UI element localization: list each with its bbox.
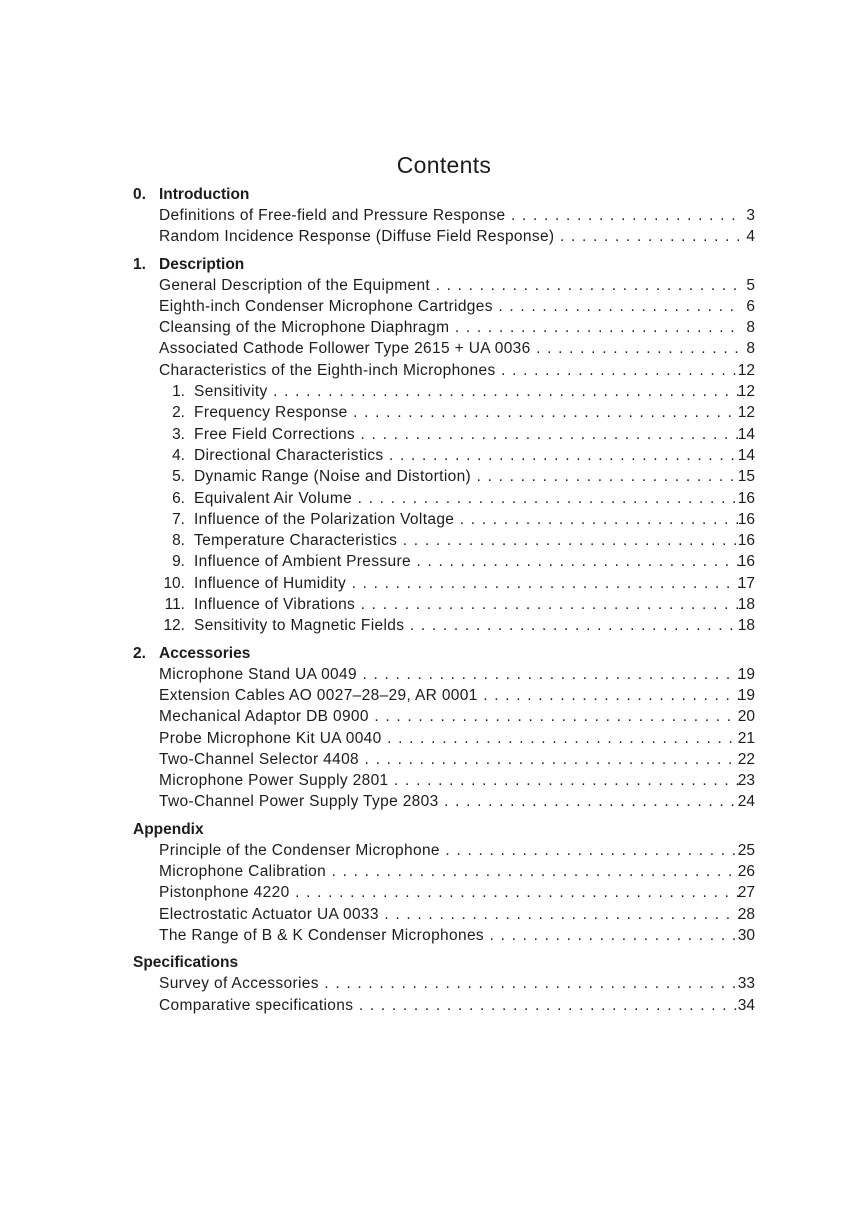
toc-entry-page: 8 xyxy=(746,319,755,337)
toc-section-accessories xyxy=(0,643,864,813)
toc-entry-label: Mechanical Adaptor DB 0900 . . . xyxy=(159,708,740,726)
section-title: Accessories xyxy=(159,644,251,662)
toc-entry-label: Survey of Accessories . . . xyxy=(159,975,740,993)
table-of-contents xyxy=(0,184,864,1016)
toc-entry-label: Two-Channel Selector 4408 . . . xyxy=(159,751,740,769)
toc-entry-page: 16 xyxy=(737,489,755,507)
toc-subentry-label: Influence of Vibrations . . . xyxy=(194,596,740,614)
toc-subentry-label: Dynamic Range (Noise and Distortion) . . . xyxy=(194,468,740,486)
toc-entry-page: 6 xyxy=(746,297,755,315)
toc-entry-page: 16 xyxy=(737,553,755,571)
toc-entry xyxy=(0,925,864,946)
section-heading xyxy=(0,643,864,664)
toc-subentry-label: Influence of Ambient Pressure . . . xyxy=(194,553,740,571)
subentry-number: 6. xyxy=(172,489,185,507)
toc-entry-label: Probe Microphone Kit UA 0040 . . . xyxy=(159,730,740,748)
toc-subentry-label: Sensitivity to Magnetic Fields . . . xyxy=(194,617,740,635)
toc-subentry xyxy=(0,594,864,615)
toc-entry-page: 16 xyxy=(737,510,755,528)
toc-entry-label: Principle of the Condenser Microphone . . . xyxy=(159,842,740,860)
section-number: 2. xyxy=(133,644,146,662)
toc-entry-label: Microphone Power Supply 2801 . . . xyxy=(159,772,740,790)
toc-subentry-label: Influence of Humidity . . . xyxy=(194,575,740,593)
section-heading xyxy=(0,254,864,275)
toc-section-appendix xyxy=(0,819,864,946)
toc-section-specifications xyxy=(0,952,864,1016)
toc-entry-page: 16 xyxy=(737,532,755,550)
toc-subentry xyxy=(0,551,864,572)
toc-entry xyxy=(0,882,864,903)
toc-entry xyxy=(0,338,864,359)
toc-entry xyxy=(0,749,864,770)
toc-entry-page: 34 xyxy=(737,996,755,1014)
toc-subentry xyxy=(0,573,864,594)
toc-entry-page: 15 xyxy=(737,468,755,486)
toc-subentry-label: Influence of the Polarization Voltage . . . xyxy=(194,511,740,529)
toc-entry-page: 12 xyxy=(737,361,755,379)
toc-subentry-label: Directional Characteristics . . . xyxy=(194,447,740,465)
section-heading xyxy=(0,952,864,973)
toc-entry-label: Pistonphone 4220 . . . xyxy=(159,884,740,902)
toc-entry-page: 3 xyxy=(746,207,755,224)
toc-entry-page: 33 xyxy=(737,975,755,993)
toc-entry-label: Eighth-inch Condenser Microphone Cartridges . . . xyxy=(159,298,740,316)
toc-entry-page: 8 xyxy=(746,340,755,358)
toc-entry xyxy=(0,728,864,749)
subentry-number: 11. xyxy=(164,596,185,614)
toc-entry-label: Characteristics of the Eighth-inch Microphones . . . xyxy=(159,362,740,380)
toc-entry-label: Microphone Calibration . . . xyxy=(159,863,740,881)
section-heading xyxy=(0,819,864,840)
toc-subentry xyxy=(0,615,864,636)
subentry-number: 1. xyxy=(172,383,185,401)
page-title: Contents xyxy=(396,152,492,178)
toc-entry-label: Electrostatic Actuator UA 0033 . . . xyxy=(159,906,740,924)
toc-entry-label: Cleansing of the Microphone Diaphragm . . . xyxy=(159,319,740,337)
toc-entry xyxy=(0,840,864,861)
toc-entry-page: 14 xyxy=(737,446,755,464)
toc-entry-label: Associated Cathode Follower Type 2615 + UA 0036 . . . xyxy=(159,340,740,358)
toc-entry xyxy=(0,296,864,317)
toc-entry-label: Extension Cables AO 0027–28–29, AR 0001 . . . xyxy=(159,687,740,705)
toc-entry xyxy=(0,706,864,727)
subentry-number: 7. xyxy=(172,510,185,528)
subentry-number: 12. xyxy=(163,617,185,635)
toc-subentry xyxy=(0,445,864,466)
toc-entry-label: General Description of the Equipment . . . xyxy=(159,277,740,295)
toc-entry xyxy=(0,861,864,882)
toc-entry-page: 21 xyxy=(737,729,755,747)
toc-subentry xyxy=(0,424,864,445)
subentry-number: 4. xyxy=(172,446,185,464)
toc-entry-page: 18 xyxy=(737,596,755,614)
toc-subentry-label: Frequency Response . . . xyxy=(194,404,740,422)
toc-subentry xyxy=(0,530,864,551)
toc-entry-page: 28 xyxy=(737,905,755,923)
toc-entry-page: 23 xyxy=(737,772,755,790)
toc-entry-page: 14 xyxy=(737,425,755,443)
section-title: Specifications xyxy=(133,954,239,972)
toc-entry-page: 24 xyxy=(737,793,755,811)
toc-entry-page: 12 xyxy=(737,404,755,422)
subentry-number: 2. xyxy=(172,404,185,422)
toc-section-description xyxy=(0,254,864,637)
toc-entry-page: 27 xyxy=(737,884,755,902)
toc-subentry-label: Equivalent Air Volume . . . xyxy=(194,490,740,508)
section-heading xyxy=(0,184,864,205)
toc-subentry-label: Sensitivity . . . xyxy=(194,383,740,401)
toc-subentry xyxy=(0,466,864,487)
toc-entry xyxy=(0,205,864,226)
toc-entry-page: 22 xyxy=(737,750,755,768)
subentry-number: 10. xyxy=(163,574,185,592)
toc-entry-label: Comparative specifications . . . xyxy=(159,997,740,1015)
toc-entry xyxy=(0,226,864,247)
section-title: Introduction xyxy=(159,186,250,203)
toc-entry-page: 12 xyxy=(737,383,755,401)
subentry-number: 5. xyxy=(172,468,185,486)
toc-entry-page: 25 xyxy=(737,841,755,859)
toc-entry-label: The Range of B & K Condenser Microphones . . . xyxy=(159,927,740,945)
toc-entry xyxy=(0,664,864,685)
toc-subentry-label: Free Field Corrections . . . xyxy=(194,426,740,444)
toc-entry xyxy=(0,275,864,296)
toc-entry-page: 19 xyxy=(737,665,755,683)
toc-entry xyxy=(0,685,864,706)
toc-subentry xyxy=(0,402,864,423)
toc-entry-label: Two-Channel Power Supply Type 2803 . . . xyxy=(159,793,740,811)
toc-entry xyxy=(0,973,864,994)
subentry-number: 8. xyxy=(172,532,185,550)
section-number: 1. xyxy=(133,255,146,273)
toc-entry xyxy=(0,317,864,338)
subentry-number: 3. xyxy=(172,425,185,443)
toc-entry-label: Definitions of Free-field and Pressure Response . . . xyxy=(159,207,740,225)
toc-entry-page: 19 xyxy=(737,686,755,704)
toc-entry-page: 17 xyxy=(737,574,755,592)
section-number: 0. xyxy=(133,186,146,203)
toc-entry xyxy=(0,995,864,1016)
toc-entry-page: 4 xyxy=(746,228,755,246)
toc-entry-label: Microphone Stand UA 0049 . . . xyxy=(159,666,740,684)
toc-entry-page: 20 xyxy=(737,708,755,726)
toc-entry-label: Random Incidence Response (Diffuse Field Response) . . . xyxy=(159,228,740,246)
subentry-number: 9. xyxy=(172,553,185,571)
toc-entry xyxy=(0,770,864,791)
toc-entry xyxy=(0,360,864,381)
toc-entry-page: 26 xyxy=(737,863,755,881)
toc-subentry-label: Temperature Characteristics . . . xyxy=(194,532,740,550)
toc-subentry xyxy=(0,509,864,530)
section-title: Description xyxy=(159,255,245,273)
toc-subentry xyxy=(0,488,864,509)
toc-entry xyxy=(0,904,864,925)
section-title: Appendix xyxy=(133,820,204,838)
toc-entry-page: 5 xyxy=(746,276,755,294)
toc-entry-page: 30 xyxy=(737,926,755,944)
toc-subentry xyxy=(0,381,864,402)
toc-section-introduction xyxy=(0,184,864,248)
toc-entry-page: 18 xyxy=(737,617,755,635)
toc-entry xyxy=(0,791,864,812)
